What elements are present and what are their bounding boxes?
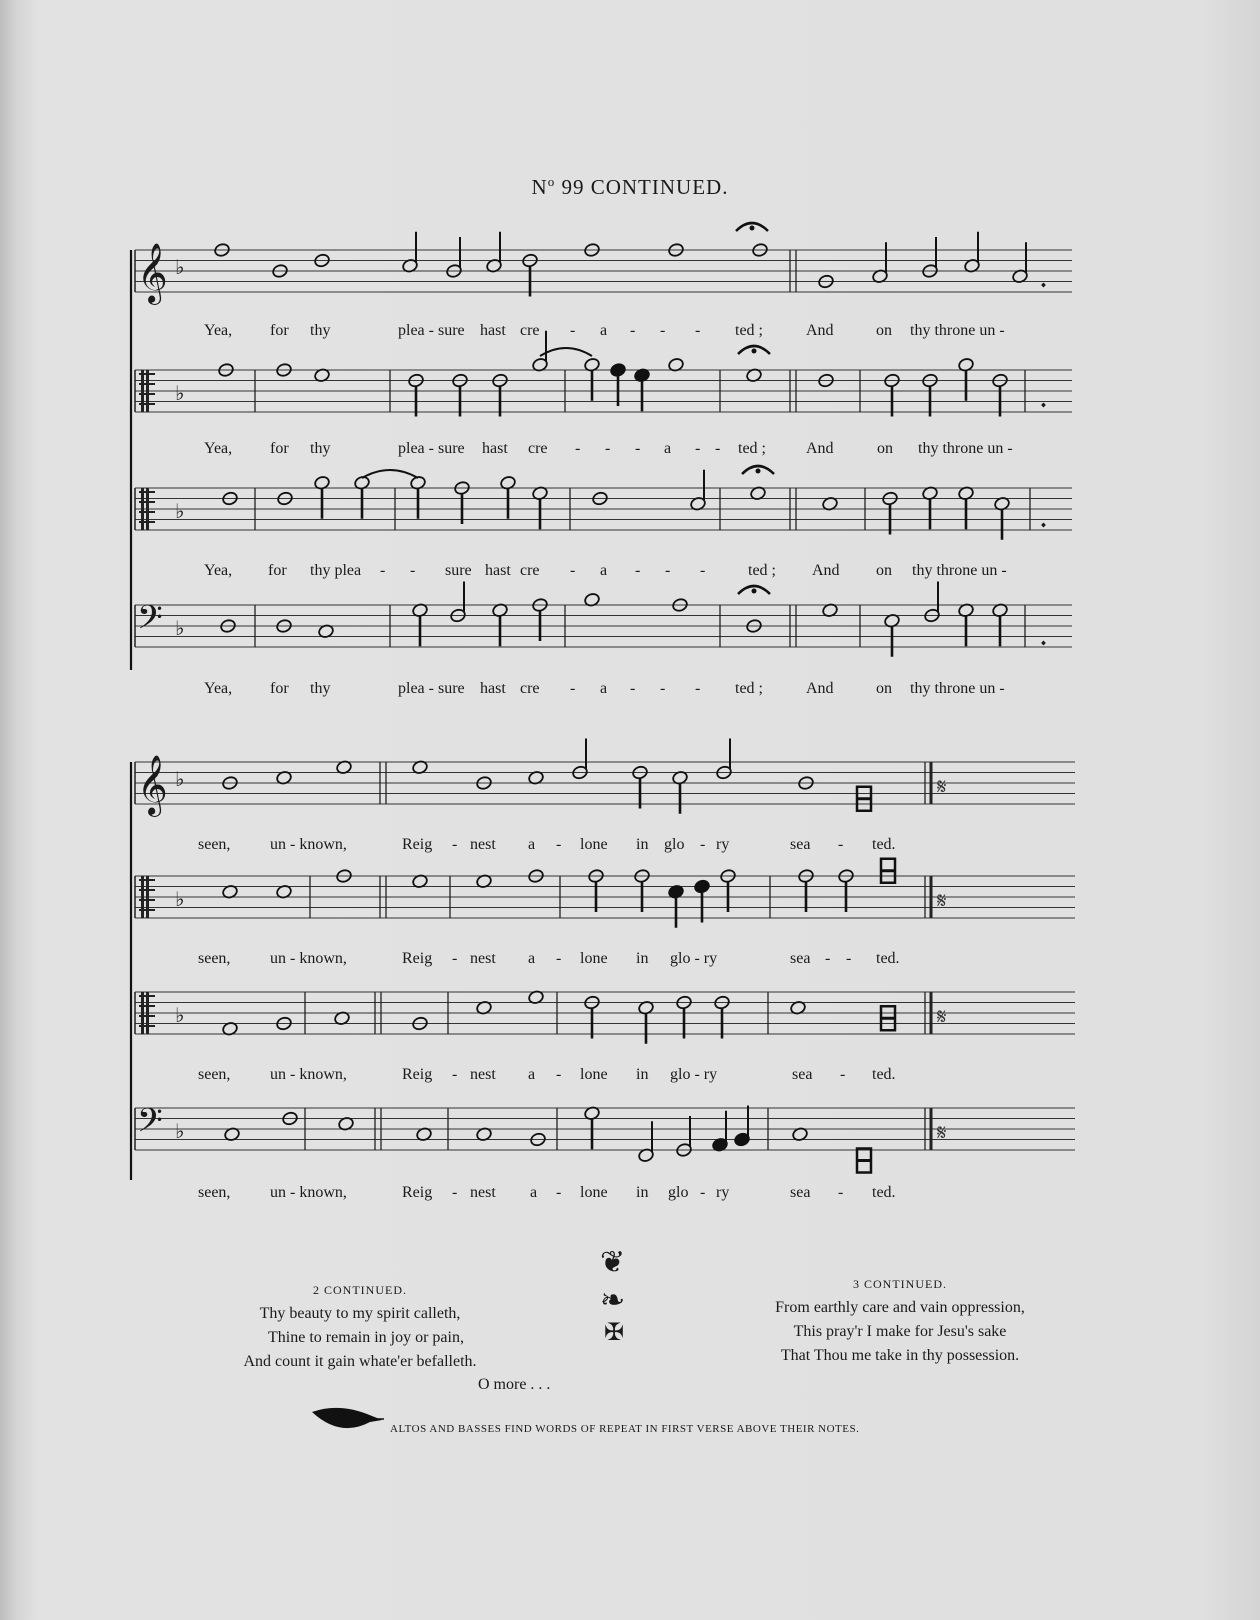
lyric-syllable: - [570, 322, 576, 339]
lyric-syllable: - [575, 440, 581, 457]
lyric-syllable: on [876, 322, 892, 339]
lyric-syllable: for [270, 322, 289, 339]
lyric-syllable: in [636, 1184, 649, 1201]
lyric-syllable: in [636, 1066, 649, 1083]
lyric-syllable: nest [470, 1184, 496, 1201]
fermata-icon [752, 349, 757, 354]
lyric-syllable: - [695, 440, 701, 457]
lyric-syllable: And [806, 440, 834, 457]
lyric-syllable: seen, [198, 836, 231, 853]
lyric-syllable: nest [470, 836, 496, 853]
lyric-syllable: Yea, [204, 562, 233, 579]
page-title: $N^o$ 99 CONTINUED. [531, 174, 729, 199]
pointing-hand-icon [312, 1408, 382, 1428]
c-clef-icon [141, 370, 144, 412]
lyric-syllable: Reig [402, 950, 433, 967]
lyric-syllable: - [695, 680, 701, 697]
lyric-syllable: - [700, 836, 706, 853]
lyric-syllable: seen, [198, 1066, 231, 1083]
lyric-syllable: un - known, [270, 836, 347, 853]
flat-icon: ♭ [175, 1119, 185, 1143]
lyric-syllable: nest [470, 1066, 496, 1083]
lyric-syllable: a [600, 680, 608, 697]
verse-3-line-1: From earthly care and vain oppression, [775, 1299, 1025, 1316]
lyric-syllable: a [600, 562, 608, 579]
lyric-syllable: Reig [402, 836, 433, 853]
fleuron-icon: ❦ [600, 1245, 626, 1280]
verse-3-heading: 3 CONTINUED. [853, 1277, 947, 1291]
bass-clef-icon: 𝄢 [137, 1102, 163, 1148]
lyric-syllable: Yea, [204, 322, 233, 339]
ornament-icon: 𝄋 [937, 889, 947, 914]
lyric-syllable: sea [790, 1184, 811, 1201]
lyric-syllable: - [630, 680, 636, 697]
lyric-syllable: - [605, 440, 611, 457]
lyric-syllable: hast [480, 680, 506, 697]
lyric-syllable: for [270, 440, 289, 457]
treble-clef-icon: 𝄞 [137, 243, 168, 303]
lyric-syllable: un - known, [270, 1066, 347, 1083]
lyric-syllable: a [528, 836, 536, 853]
custos-icon: 𝆺 [1040, 269, 1047, 294]
lyric-syllable: - [410, 562, 416, 579]
custos-icon: 𝆺 [1040, 389, 1047, 414]
flat-icon: ♭ [175, 616, 185, 640]
lyric-syllable: thy plea [310, 562, 362, 579]
lyric-syllable: - [838, 836, 844, 853]
c-clef-icon [146, 488, 149, 530]
lyric-syllable: thy throne un - [910, 322, 1005, 339]
c-clef-icon [141, 876, 144, 918]
lyric-syllable: - [846, 950, 852, 967]
ornament-icon: 𝄋 [937, 775, 947, 800]
lyric-syllable: sure [445, 562, 472, 579]
lyric-syllable: plea - sure [398, 680, 465, 697]
lyric-syllable: ted. [872, 1184, 896, 1201]
bass-clef-icon: 𝄢 [137, 599, 163, 645]
lyric-syllable: ry [716, 1184, 730, 1201]
c-clef-icon [146, 992, 149, 1034]
lyric-syllable: ry [716, 836, 730, 853]
lyric-syllable: Reig [402, 1184, 433, 1201]
tie [540, 348, 592, 356]
lyric-syllable: plea - sure [398, 440, 465, 457]
verse-2-line-3: And count it gain whate'er befalleth. [243, 1353, 477, 1370]
ornament-icon: 𝄋 [937, 1121, 947, 1146]
lyric-syllable: glo - ry [670, 950, 718, 967]
lyric-syllable: thy throne un - [918, 440, 1013, 457]
lyric-syllable: lone [580, 836, 608, 853]
fleuron-icon: ❧ [600, 1283, 626, 1318]
lyric-syllable: - [660, 680, 666, 697]
lyric-syllable: a [664, 440, 672, 457]
lyric-syllable: - [700, 1184, 706, 1201]
lyric-syllable: - [660, 322, 666, 339]
lyric-syllable: lone [580, 1184, 608, 1201]
lyric-syllable: - [635, 562, 641, 579]
lyric-syllable: Reig [402, 1066, 433, 1083]
lyric-syllable: - [665, 562, 671, 579]
lyric-syllable: - [838, 1184, 844, 1201]
lyric-syllable: cre [528, 440, 548, 457]
lyric-syllable: And [806, 322, 834, 339]
lyric-syllable: And [812, 562, 840, 579]
lyric-syllable: hast [480, 322, 506, 339]
flat-icon: ♭ [175, 887, 185, 911]
lyric-syllable: lone [580, 950, 608, 967]
lyric-syllable: on [877, 440, 893, 457]
lyric-syllable: glo - ry [670, 1066, 718, 1083]
ornament-icon: 𝄋 [937, 1005, 947, 1030]
lyric-syllable: sea [790, 950, 811, 967]
tie [362, 470, 418, 478]
lyric-syllable: ted ; [748, 562, 776, 579]
lyric-syllable: cre [520, 562, 540, 579]
lyric-syllable: sea [792, 1066, 813, 1083]
lyric-syllable: for [268, 562, 287, 579]
lyric-syllable: - [556, 836, 562, 853]
verse-3-line-3: That Thou me take in thy possession. [780, 1347, 1020, 1364]
fermata-icon [752, 589, 757, 594]
lyric-syllable: a [600, 322, 608, 339]
lyric-syllable: Yea, [204, 680, 233, 697]
c-clef-icon [146, 876, 149, 918]
lyric-syllable: in [636, 836, 649, 853]
lyric-syllable: ted ; [738, 440, 766, 457]
flat-icon: ♭ [175, 499, 185, 523]
lyric-syllable: seen, [198, 950, 231, 967]
lyric-syllable: on [876, 680, 892, 697]
fleuron-icon: ✠ [604, 1318, 625, 1346]
lyric-syllable: seen, [198, 1184, 231, 1201]
flat-icon: ♭ [175, 255, 185, 279]
lyric-syllable: - [715, 440, 721, 457]
treble-clef-icon: 𝄞 [137, 755, 168, 815]
c-clef-icon [141, 992, 144, 1034]
lyric-syllable: sea [790, 836, 811, 853]
lyric-syllable: - [700, 562, 706, 579]
lyric-syllable: - [556, 950, 562, 967]
lyric-syllable: ted ; [735, 680, 763, 697]
c-clef-icon [146, 370, 149, 412]
lyric-syllable: - [695, 322, 701, 339]
lyric-syllable: nest [470, 950, 496, 967]
custos-icon: 𝆺 [1040, 627, 1047, 652]
fermata-icon [756, 469, 761, 474]
lyric-syllable: - [452, 950, 458, 967]
lyric-syllable: on [876, 562, 892, 579]
lyric-syllable: - [825, 950, 831, 967]
verse-2-heading: 2 CONTINUED. [313, 1283, 407, 1297]
verse-2-line-1: Thy beauty to my spirit calleth, [259, 1305, 461, 1322]
lyric-syllable: thy throne un - [910, 680, 1005, 697]
custos-icon: 𝆺 [1040, 509, 1047, 534]
lyric-syllable: ted. [872, 1066, 896, 1083]
lyric-syllable: - [380, 562, 386, 579]
lyric-syllable: - [570, 680, 576, 697]
lyric-syllable: a [528, 1066, 536, 1083]
lyric-syllable: in [636, 950, 649, 967]
lyric-syllable: And [806, 680, 834, 697]
footnote: ALTOS AND BASSES FIND WORDS OF REPEAT IN FIRST VERSE ABOVE THEIR NOTES. [390, 1423, 860, 1435]
lyric-syllable: un - known, [270, 1184, 347, 1201]
lyric-syllable: lone [580, 1066, 608, 1083]
lyric-syllable: - [556, 1184, 562, 1201]
flat-icon: ♭ [175, 767, 185, 791]
verse-3 [730, 1272, 1070, 1368]
c-clef-icon [141, 488, 144, 530]
lyric-syllable: thy [310, 440, 331, 457]
lyric-syllable: glo [668, 1184, 689, 1201]
lyric-syllable: cre [520, 680, 540, 697]
lyric-syllable: - [452, 1066, 458, 1083]
lyric-syllable: - [452, 836, 458, 853]
lyric-syllable: plea - sure [398, 322, 465, 339]
flat-icon: ♭ [175, 1003, 185, 1027]
lyric-syllable: hast [482, 440, 508, 457]
verse-2-line-2: Thine to remain in joy or pain, [268, 1329, 464, 1346]
lyric-syllable: a [528, 950, 536, 967]
lyric-syllable: - [570, 562, 576, 579]
lyric-syllable: un - known, [270, 950, 347, 967]
flat-icon: ♭ [175, 381, 185, 405]
lyric-syllable: thy [310, 322, 331, 339]
lyric-syllable: thy throne un - [912, 562, 1007, 579]
lyric-syllable: hast [485, 562, 511, 579]
lyric-syllable: thy [310, 680, 331, 697]
lyric-syllable: - [630, 322, 636, 339]
lyric-syllable: glo [664, 836, 685, 853]
lyric-syllable: - [556, 1066, 562, 1083]
fermata-icon [750, 226, 755, 231]
lyric-syllable: cre [520, 322, 540, 339]
lyric-syllable: Yea, [204, 440, 233, 457]
verse-2 [200, 1278, 520, 1374]
lyric-syllable: ted. [872, 836, 896, 853]
lyric-syllable: ted ; [735, 322, 763, 339]
lyric-syllable: - [840, 1066, 846, 1083]
more-text: O more . . . [478, 1376, 551, 1393]
lyric-syllable: - [635, 440, 641, 457]
lyric-syllable: - [452, 1184, 458, 1201]
verse-3-line-2: This pray'r I make for Jesu's sake [793, 1323, 1007, 1340]
lyric-syllable: for [270, 680, 289, 697]
lyric-syllable: a [530, 1184, 538, 1201]
lyric-syllable: ted. [876, 950, 900, 967]
